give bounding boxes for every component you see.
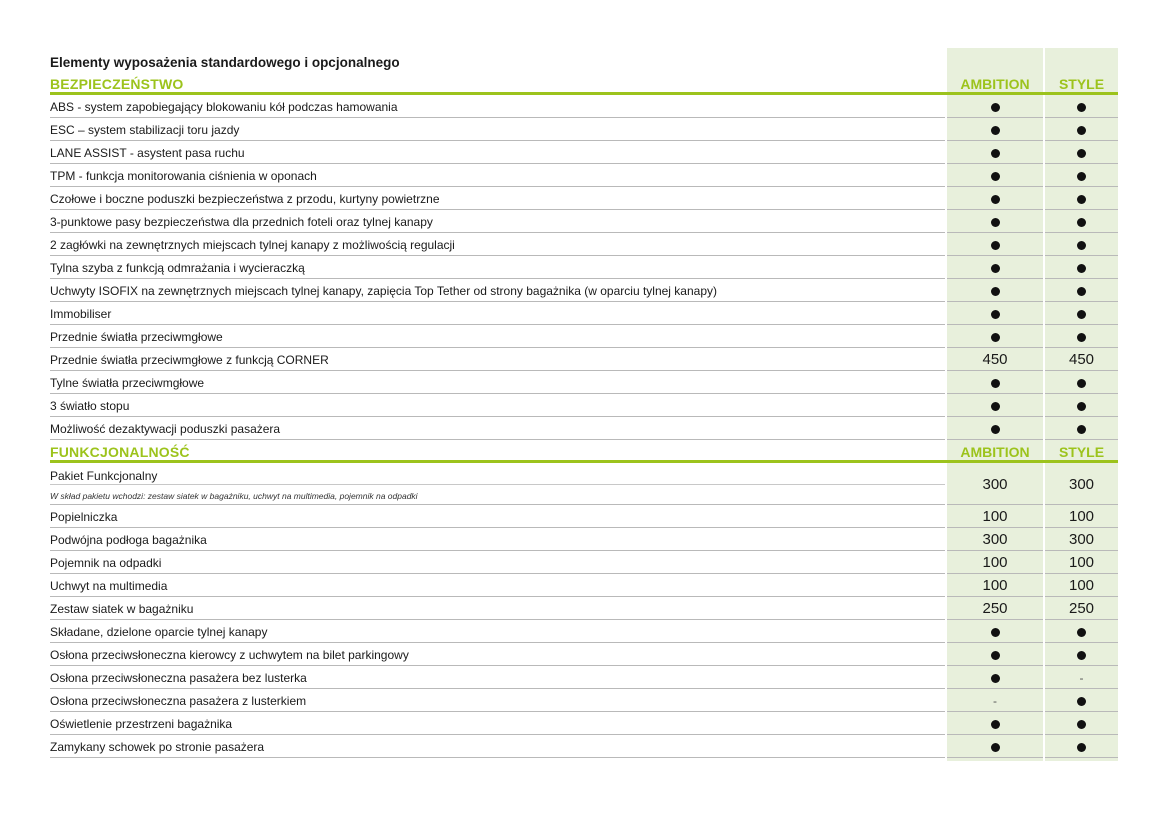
ambition-value <box>947 144 1043 161</box>
table-row <box>50 689 1118 712</box>
feature-label: ESC – system stabilizacji toru jazdy <box>50 122 240 137</box>
standard-dot-icon <box>991 149 1000 158</box>
feature-label: Osłona przeciwsłoneczna pasażera bez lusterka <box>50 670 307 685</box>
table-row <box>50 256 1118 279</box>
standard-dot-icon <box>991 310 1000 319</box>
ambition-value <box>947 282 1043 299</box>
feature-label: Popielniczka <box>50 509 118 524</box>
standard-dot-icon <box>991 333 1000 342</box>
feature-label: Pojemnik na odpadki <box>50 555 162 570</box>
style-value <box>1045 98 1118 115</box>
table-row <box>50 95 1118 118</box>
standard-dot-icon <box>991 218 1000 227</box>
section-header <box>50 72 1118 95</box>
style-value <box>1045 715 1118 732</box>
style-value <box>1045 259 1118 276</box>
table-row <box>50 528 1118 551</box>
table-row <box>50 463 1118 505</box>
ambition-value <box>947 98 1043 115</box>
section-title: FUNKCJONALNOŚĆ <box>50 443 190 460</box>
ambition-value <box>947 623 1043 640</box>
style-value: 300 <box>1068 475 1095 493</box>
column-header-ambition: AMBITION <box>960 443 1030 460</box>
ambition-value <box>947 190 1043 207</box>
ambition-value <box>947 167 1043 184</box>
feature-label: Przednie światła przeciwmgłowe z funkcją CORNER <box>50 352 329 367</box>
ambition-value <box>947 374 1043 391</box>
ambition-value <box>947 259 1043 276</box>
ambition-value <box>947 397 1043 414</box>
standard-dot-icon <box>991 674 1000 683</box>
table-row <box>50 141 1118 164</box>
table-row <box>50 505 1118 528</box>
feature-label: Czołowe i boczne poduszki bezpieczeństwa z przodu, kurtyny powietrzne <box>50 191 440 206</box>
style-value: 250 <box>1068 600 1095 617</box>
ambition-value <box>947 669 1043 686</box>
feature-label: Tylna szyba z funkcją odmrażania i wycieraczką <box>50 260 305 275</box>
feature-label: Oświetlenie przestrzeni bagażnika <box>50 716 233 731</box>
feature-label: Podwójna podłoga bagażnika <box>50 532 207 547</box>
table-row <box>50 371 1118 394</box>
standard-dot-icon <box>1077 172 1086 181</box>
standard-dot-icon <box>1077 720 1086 729</box>
standard-dot-icon <box>1077 264 1086 273</box>
standard-dot-icon <box>1077 425 1086 434</box>
standard-dot-icon <box>1077 628 1086 637</box>
style-value <box>1045 738 1118 755</box>
ambition-value: 100 <box>982 577 1008 594</box>
style-value: 100 <box>1068 508 1095 525</box>
feature-label: Zestaw siatek w bagażniku <box>50 601 194 616</box>
ambition-value <box>947 213 1043 230</box>
feature-label: 3-punktowe pasy bezpieczeństwa dla przednich foteli oraz tylnej kanapy <box>50 214 433 229</box>
feature-label: Uchwyty ISOFIX na zewnętrznych miejscach tylnej kanapy, zapięcia Top Tether od strony bagażnika (w oparciu tylnej kanapy) <box>50 283 717 298</box>
ambition-value: 100 <box>982 554 1008 571</box>
style-value <box>1045 213 1118 230</box>
style-value: 450 <box>1068 351 1095 368</box>
ambition-value <box>947 328 1043 345</box>
standard-dot-icon <box>991 264 1000 273</box>
feature-label: ABS - system zapobiegający blokowaniu kół podczas hamowania <box>50 99 398 114</box>
ambition-value: 300 <box>982 531 1008 548</box>
standard-dot-icon <box>1077 333 1086 342</box>
standard-dot-icon <box>991 720 1000 729</box>
ambition-value <box>947 715 1043 732</box>
title-row <box>50 48 1118 72</box>
standard-dot-icon <box>1077 241 1086 250</box>
style-value <box>1045 397 1118 414</box>
style-value <box>1045 374 1118 391</box>
ambition-value <box>947 646 1043 663</box>
ambition-value <box>947 305 1043 322</box>
standard-dot-icon <box>1077 103 1086 112</box>
ambition-value <box>947 692 1043 709</box>
table-row <box>50 551 1118 574</box>
standard-dot-icon <box>991 651 1000 660</box>
ambition-value <box>947 121 1043 138</box>
standard-dot-icon <box>991 126 1000 135</box>
standard-dot-icon <box>991 628 1000 637</box>
style-value <box>1045 167 1118 184</box>
table-row <box>50 164 1118 187</box>
table-row <box>50 279 1118 302</box>
style-value <box>1045 669 1118 686</box>
table-row <box>50 574 1118 597</box>
table-row <box>50 620 1118 643</box>
standard-dot-icon <box>1077 310 1086 319</box>
feature-label: Tylne światła przeciwmgłowe <box>50 375 205 390</box>
table-row <box>50 712 1118 735</box>
section-header <box>50 440 1118 463</box>
standard-dot-icon <box>1077 195 1086 204</box>
style-value: 100 <box>1068 577 1095 594</box>
standard-dot-icon <box>991 743 1000 752</box>
standard-dot-icon <box>991 425 1000 434</box>
style-value: 100 <box>1068 554 1095 571</box>
ambition-value <box>947 420 1043 437</box>
ambition-value <box>947 738 1043 755</box>
feature-label <box>50 463 945 505</box>
style-value <box>1045 420 1118 437</box>
unavailable-dash: - <box>993 694 997 708</box>
table-row <box>50 302 1118 325</box>
standard-dot-icon <box>1077 218 1086 227</box>
table-row <box>50 325 1118 348</box>
standard-dot-icon <box>991 195 1000 204</box>
feature-label: TPM - funkcja monitorowania ciśnienia w oponach <box>50 168 317 183</box>
equipment-table <box>50 48 1118 758</box>
unavailable-dash: - <box>1079 671 1084 685</box>
table-row <box>50 348 1118 371</box>
standard-dot-icon <box>991 402 1000 411</box>
style-value <box>1045 282 1118 299</box>
standard-dot-icon <box>991 379 1000 388</box>
ambition-value: 250 <box>982 600 1008 617</box>
standard-dot-icon <box>1077 126 1086 135</box>
standard-dot-icon <box>1077 697 1086 706</box>
standard-dot-icon <box>991 287 1000 296</box>
ambition-value: 300 <box>982 475 1008 493</box>
column-header-style: STYLE <box>1058 443 1105 460</box>
style-value <box>1045 236 1118 253</box>
table-row <box>50 233 1118 256</box>
table-row <box>50 210 1118 233</box>
feature-label: Przednie światła przeciwmgłowe <box>50 329 223 344</box>
style-value <box>1045 121 1118 138</box>
style-value <box>1045 190 1118 207</box>
standard-dot-icon <box>1077 743 1086 752</box>
feature-label: Osłona przeciwsłoneczna pasażera z lusterkiem <box>50 693 307 708</box>
feature-note: W skład pakietu wchodzi: zestaw siatek w bagażniku, uchwyt na multimedia, pojemnik na odpadki <box>50 491 418 501</box>
feature-name: Pakiet Funkcjonalny <box>50 469 158 483</box>
style-value <box>1045 692 1118 709</box>
feature-label: LANE ASSIST - asystent pasa ruchu <box>50 145 245 160</box>
standard-dot-icon <box>1077 149 1086 158</box>
style-value <box>1045 305 1118 322</box>
standard-dot-icon <box>1077 402 1086 411</box>
table-row <box>50 597 1118 620</box>
table-row <box>50 417 1118 440</box>
table-row <box>50 118 1118 141</box>
page-title: Elementy wyposażenia standardowego i opcjonalnego <box>50 55 400 70</box>
table-row <box>50 394 1118 417</box>
feature-label: Zamykany schowek po stronie pasażera <box>50 739 265 754</box>
table-body <box>50 72 1118 758</box>
table-row <box>50 643 1118 666</box>
style-value <box>1045 646 1118 663</box>
feature-label: 3 światło stopu <box>50 398 130 413</box>
style-value <box>1045 328 1118 345</box>
table-row <box>50 666 1118 689</box>
feature-label: Możliwość dezaktywacji poduszki pasażera <box>50 421 281 436</box>
feature-label: 2 zagłówki na zewnętrznych miejscach tylnej kanapy z możliwością regulacji <box>50 237 455 252</box>
ambition-value: 450 <box>982 351 1008 368</box>
feature-label: Osłona przeciwsłoneczna kierowcy z uchwytem na bilet parkingowy <box>50 647 409 662</box>
feature-label: Immobiliser <box>50 306 112 321</box>
standard-dot-icon <box>991 103 1000 112</box>
style-value <box>1045 144 1118 161</box>
section-title: BEZPIECZEŃSTWO <box>50 75 184 92</box>
column-header-style: STYLE <box>1058 75 1105 92</box>
table-row <box>50 735 1118 758</box>
ambition-value <box>947 236 1043 253</box>
style-value: 300 <box>1068 531 1095 548</box>
feature-label: Uchwyt na multimedia <box>50 578 168 593</box>
standard-dot-icon <box>991 241 1000 250</box>
standard-dot-icon <box>1077 379 1086 388</box>
standard-dot-icon <box>1077 287 1086 296</box>
feature-label: Składane, dzielone oparcie tylnej kanapy <box>50 624 268 639</box>
standard-dot-icon <box>1077 651 1086 660</box>
column-header-ambition: AMBITION <box>960 75 1030 92</box>
style-value <box>1045 623 1118 640</box>
ambition-value: 100 <box>982 508 1008 525</box>
standard-dot-icon <box>991 172 1000 181</box>
table-row <box>50 187 1118 210</box>
